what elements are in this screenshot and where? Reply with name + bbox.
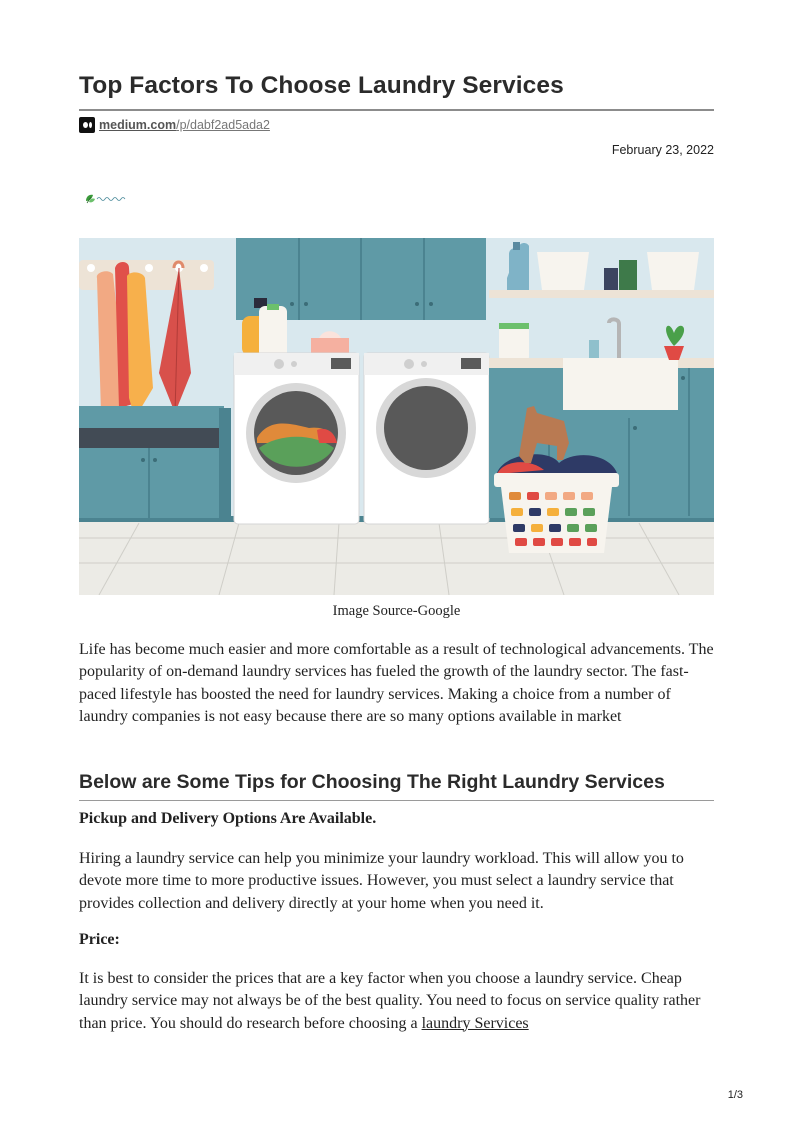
section-divider	[79, 800, 714, 801]
intro-paragraph: Life has become much easier and more comfortable as a result of technological advancements. The popularity of on-demand laundry services has fueled the growth of the laundry sector. The fast-paced lifestyle has boosted the need for laundry services. Making a choice from a number of laundry companies is not easy because there are so many options available in market	[79, 641, 714, 725]
price-paragraph	[79, 968, 719, 1035]
publish-date: February 23, 2022	[611, 143, 714, 157]
leaf-logo-icon	[83, 190, 133, 206]
source-link[interactable]	[79, 117, 270, 133]
title-divider	[79, 109, 714, 111]
price-text: It is best to consider the prices that are a key factor when you choose a laundry service. Cheap laundry service may not always be of the best quality. You need to focus on service quality rather than price. You should do research before choosing a	[79, 970, 701, 1032]
source-domain[interactable]: medium.com	[99, 118, 177, 132]
subheading-price: Price:	[79, 931, 120, 948]
laundry-services-link[interactable]: laundry Services	[421, 1014, 529, 1032]
pickup-delivery-paragraph: Hiring a laundry service can help you minimize your laundry workload. This will allow you to devote more time to more productive issues. However, you must select a laundry service that provides collection and delivery directly at your home when you need it.	[79, 850, 684, 912]
medium-logo-icon	[79, 117, 95, 133]
section-heading: Below are Some Tips for Choosing The Right Laundry Services	[79, 771, 665, 793]
subheading-pickup-delivery: Pickup and Delivery Options Are Available.	[79, 810, 377, 827]
source-path[interactable]: /p/dabf2ad5ada2	[176, 118, 270, 132]
page-number: 1/3	[727, 1089, 743, 1101]
article-title: Top Factors To Choose Laundry Services	[79, 72, 564, 99]
image-caption: Image Source-Google	[332, 603, 461, 619]
laundry-room-illustration	[79, 238, 714, 595]
